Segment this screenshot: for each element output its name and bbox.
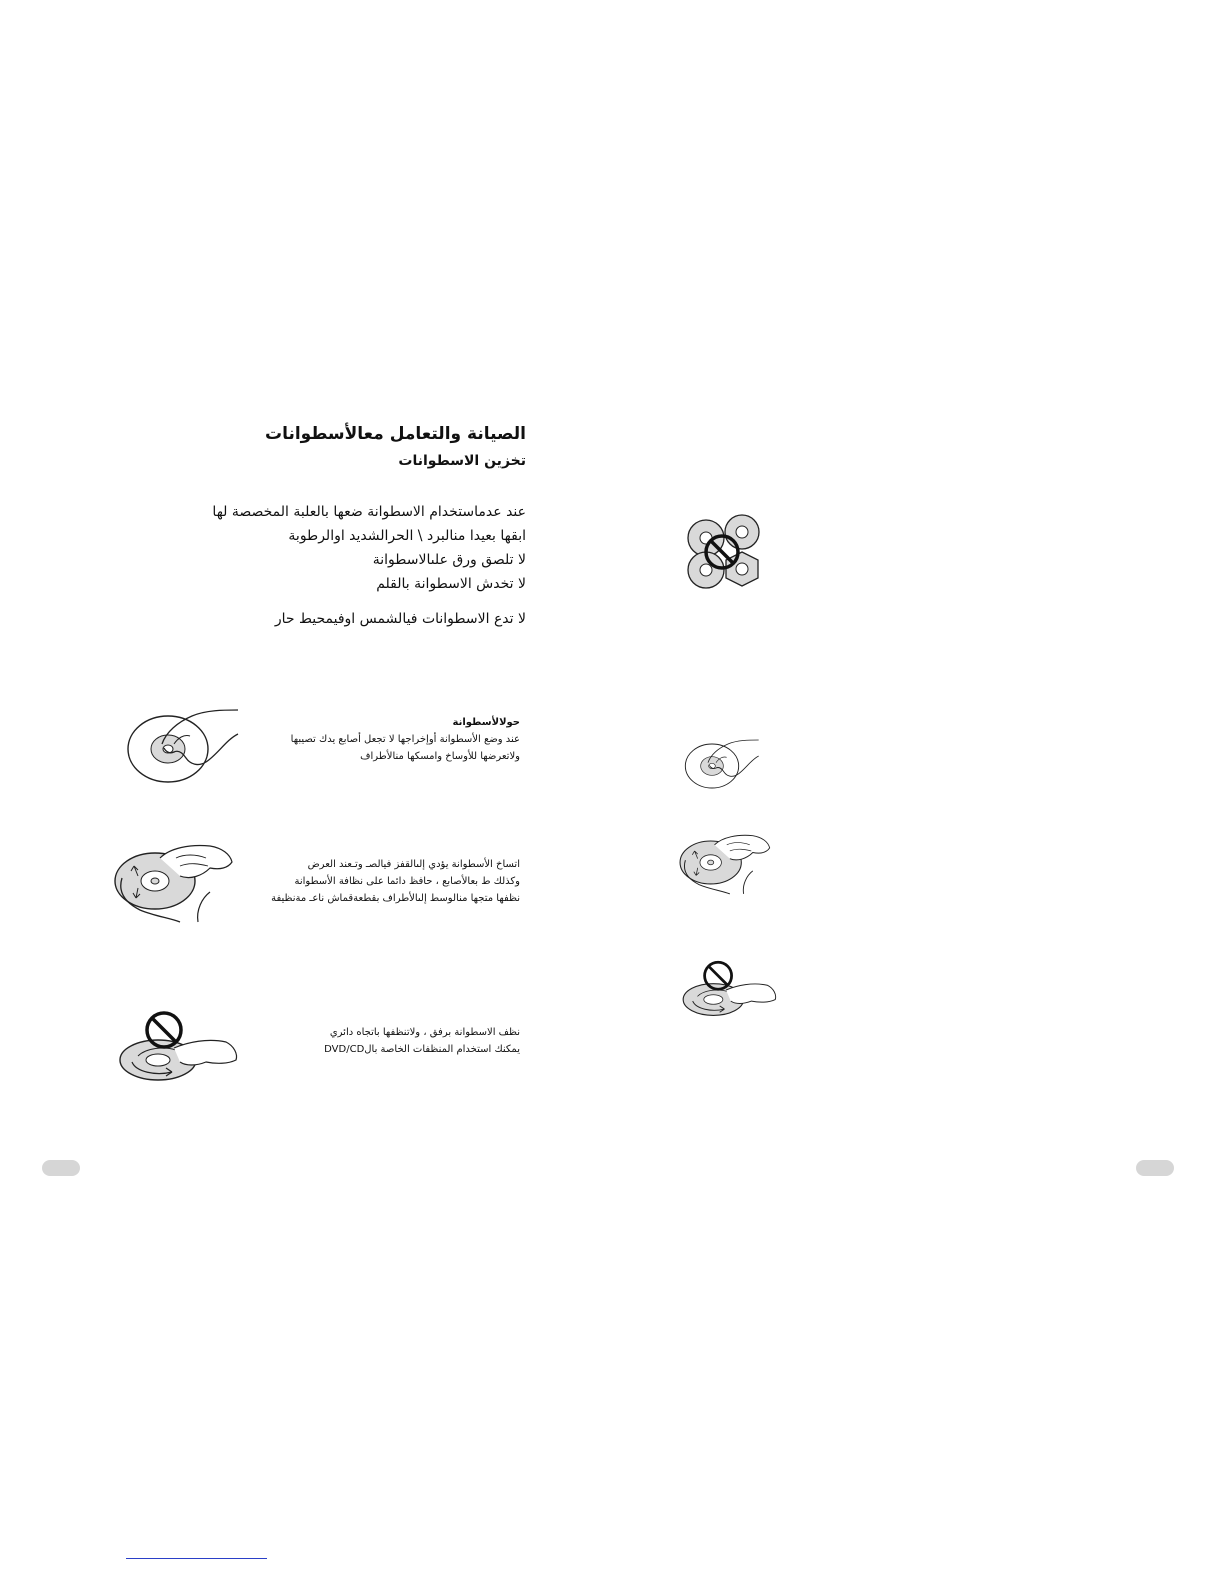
storage-instructions-list [146,500,526,596]
handling-instructions [220,714,520,765]
storage-item: عند عدماستخدام الاسطوانة ضعها بالعلبة المخصصة لها [212,504,526,520]
stacked-discs-prohibited-icon [684,512,764,592]
handling-heading: حولالأسطوانة [452,717,520,728]
footer-rule [126,1558,267,1559]
circular-line: نظف الاسطوانة برفق ، ولاتنظفها باتجاه دائري [329,1027,520,1038]
section-title: الصيانة والتعامل معالأسطوانات [265,424,526,444]
cleaning-line: نظفها متجها منالوسط إلىالأطراف بقطعةقماش ناعـ مةنظيفة [271,893,520,904]
page-number-pill-right [1136,1160,1174,1176]
storage-item: لا تخدش الاسطوانة بالقلم [376,576,526,592]
section-subtitle: تخزين الاسطوانات [398,453,526,469]
hand-holding-disc-icon [684,734,764,794]
cleaning-line: وكذلك ط بعالأصابع ، حافظ دائما على نظافة الأسطوانة [294,876,520,887]
circular-wipe-prohibited-icon [680,958,780,1022]
hand-holding-disc-icon [126,704,246,788]
sun-warning: لا تدع الاسطوانات فيالشمس اوفيمحيط حار [274,611,526,627]
cloth-wiping-disc-icon [110,836,240,930]
circular-wipe-instructions [220,1024,520,1058]
cleaning-instructions [220,856,520,907]
storage-item: ابقها بعيدا منالبرد \ الحرالشديد اوالرطوبة [288,528,526,544]
circular-wipe-prohibited-icon [116,1008,242,1088]
storage-item: لا تلصق ورق علىالاسطوانة [372,552,526,568]
handling-line: عند وضع الأسطوانة أوإخراجها لا تجعل أصابع يدك تصيبها [290,734,520,745]
circular-line: يمكنك استخدام المنظفات الخاصة بالDVD/CD [324,1044,520,1055]
page-number-pill-left [42,1160,80,1176]
handling-line: ولاتعرضها للأوساخ وامسكها منالأطراف [360,751,520,762]
cloth-wiping-disc-icon [676,828,776,900]
cleaning-line: اتساخ الأسطوانة يؤدي إلىالقفز فيالصـ وتـعند العرض [307,859,520,870]
